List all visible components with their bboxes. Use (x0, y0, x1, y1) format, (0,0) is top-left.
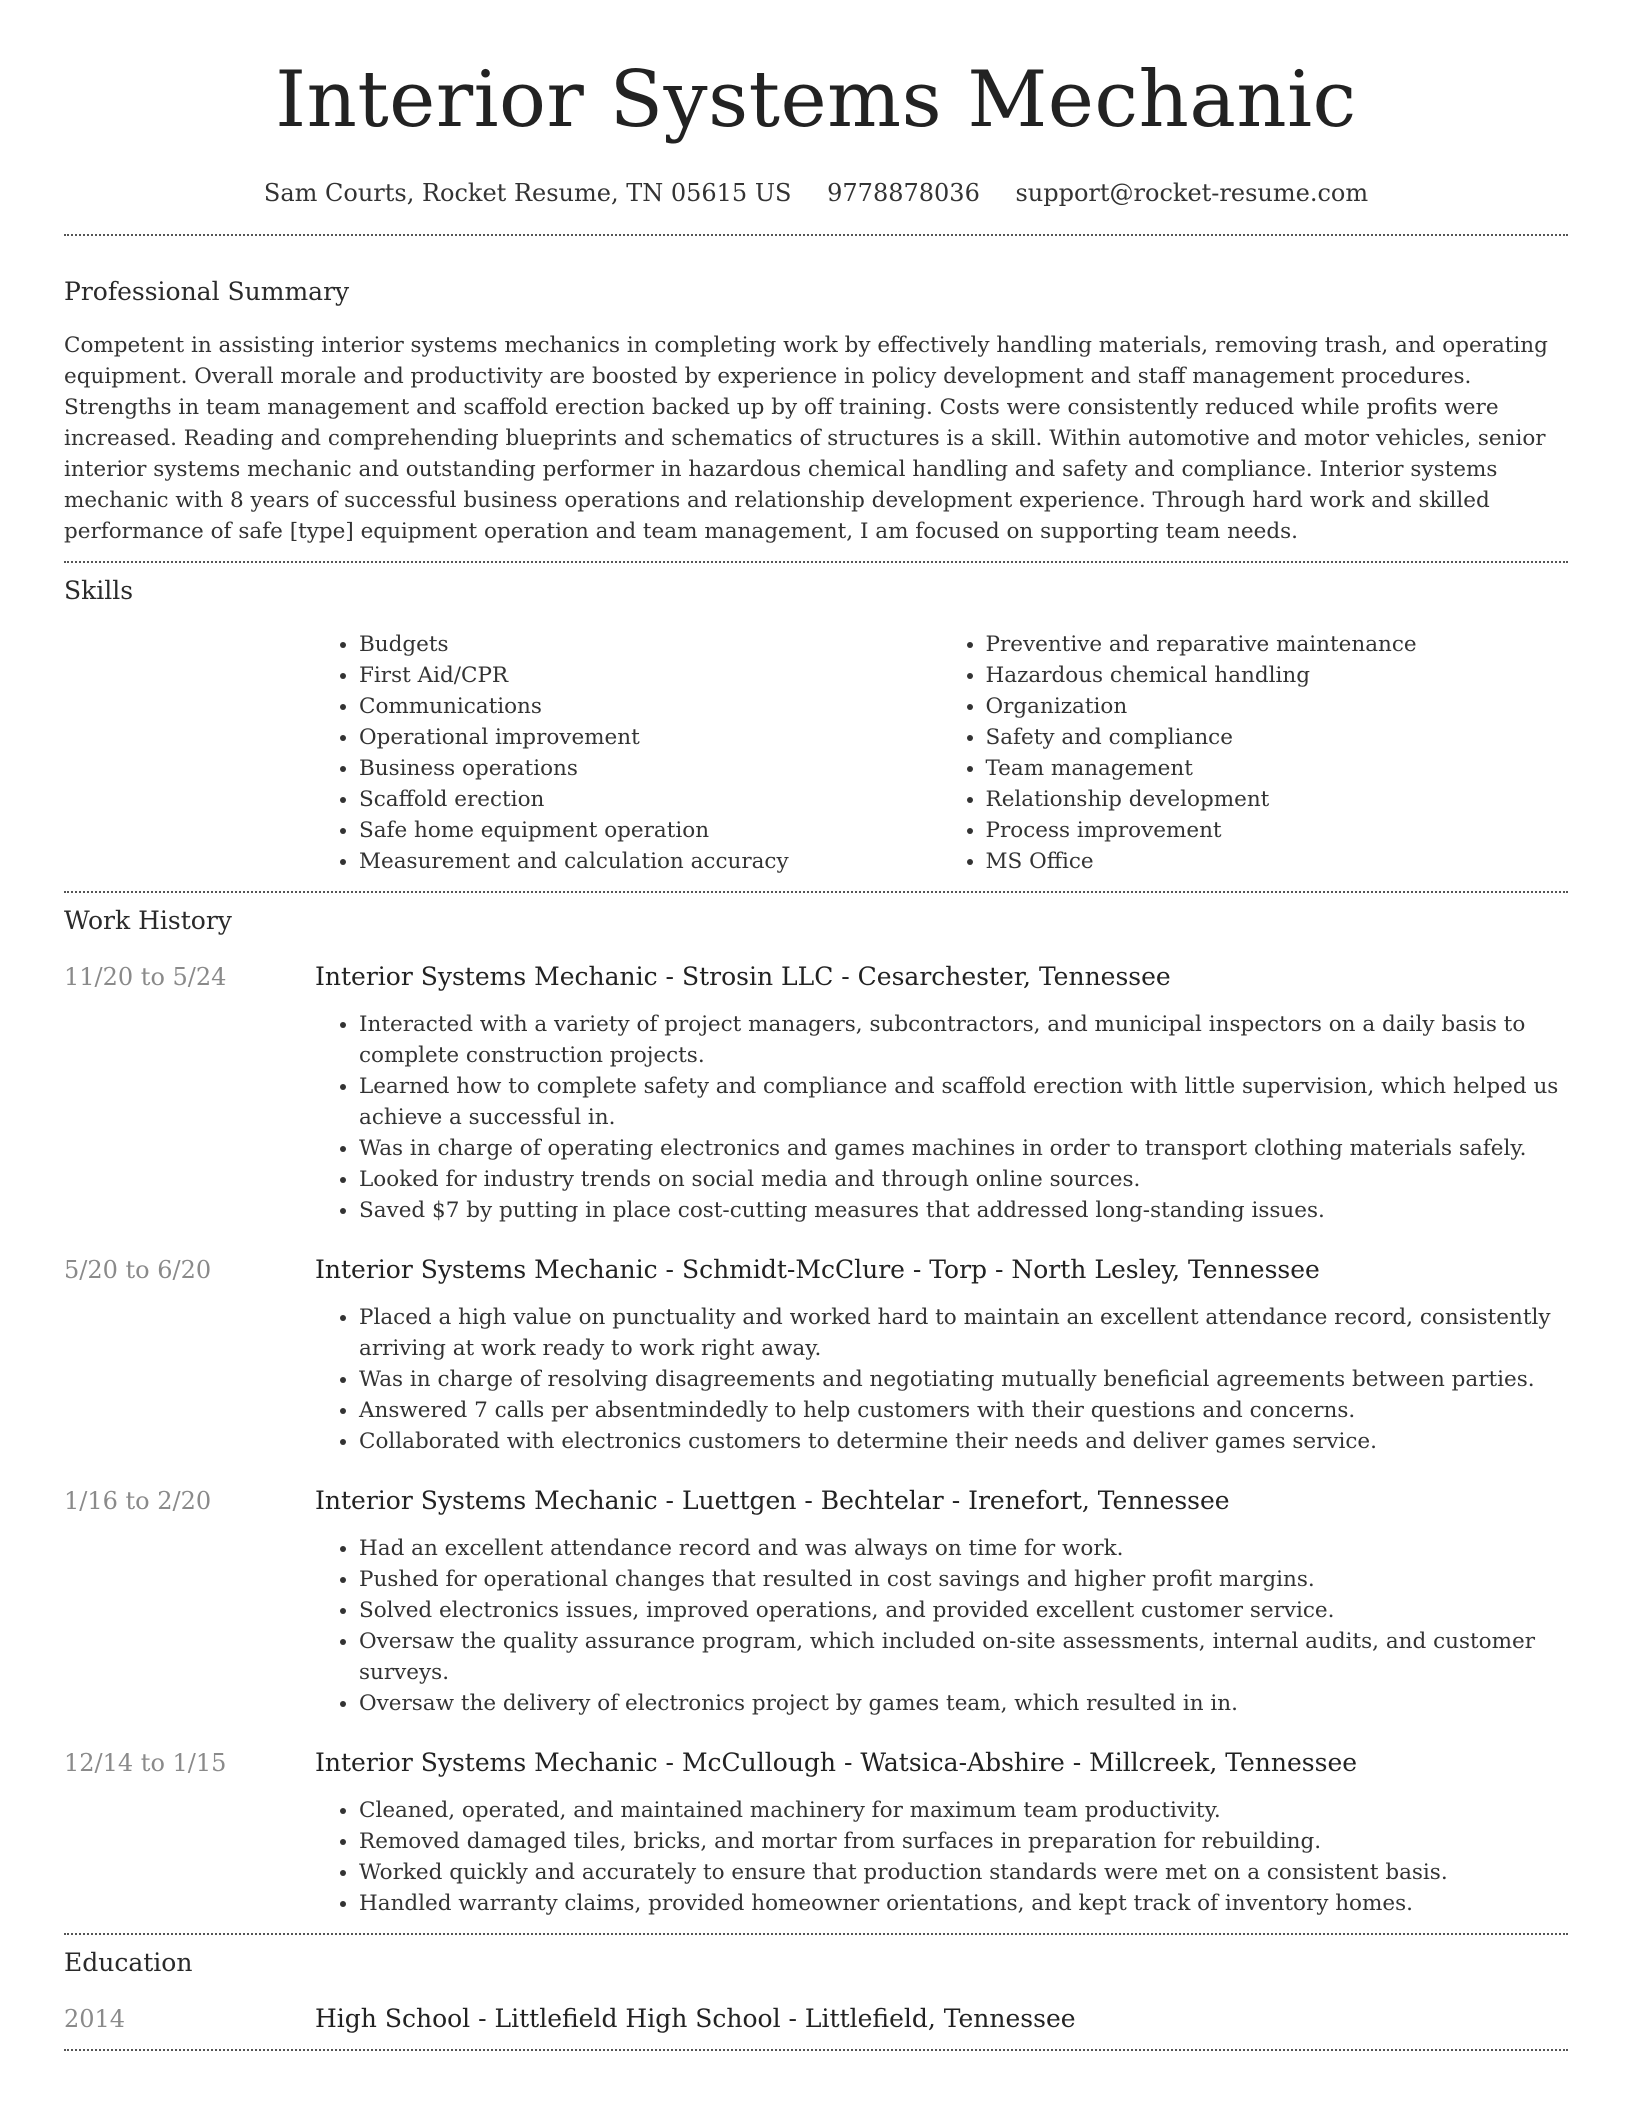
skill-item: • Team management (986, 753, 1569, 784)
education-section (64, 1947, 1568, 2035)
job-entry (64, 1747, 1568, 1919)
job-header (64, 961, 1568, 993)
skill-item: • Process improvement (986, 815, 1569, 846)
job-title: Interior Systems Mechanic - McCullough - Watsica-Abshire - Millcreek, Tennessee (315, 1748, 1358, 1777)
job-bullet: • Oversaw the quality assurance program, which included on-site assessments, internal audits, and customer surveys. (359, 1626, 1568, 1688)
education-date: 2014 (64, 2005, 126, 2033)
job-bullet: • Handled warranty claims, provided homeowner orientations, and kept track of inventory homes. (359, 1888, 1568, 1919)
skill-item: • Safe home equipment operation (359, 815, 942, 846)
skill-item: • Business operations (359, 753, 942, 784)
job-bullet: • Answered 7 calls per absentmindedly to help customers with their questions and concerns. (359, 1395, 1568, 1426)
job-bullet: • Solved electronics issues, improved operations, and provided excellent customer service. (359, 1595, 1568, 1626)
resume-header (64, 0, 1568, 208)
job-bullet: • Was in charge of operating electronics and games machines in order to transport clothing materials safely. (359, 1133, 1568, 1164)
contact-email: support@rocket-resume.com (1015, 179, 1369, 207)
job-bullets (315, 1302, 1568, 1457)
job-bullet: • Pushed for operational changes that resulted in cost savings and higher profit margins. (359, 1564, 1568, 1595)
job-bullet: • Looked for industry trends on social media and through online sources. (359, 1164, 1568, 1195)
job-bullet: • Interacted with a variety of project managers, subcontractors, and municipal inspectors on a daily basis to complete construction projects. (359, 1009, 1568, 1071)
job-entry (64, 1485, 1568, 1719)
skill-item: • Organization (986, 691, 1569, 722)
job-date: 11/20 to 5/24 (64, 963, 227, 991)
section-divider (64, 561, 1568, 563)
job-title: Interior Systems Mechanic - Strosin LLC - Cesarchester, Tennessee (315, 962, 1171, 991)
education-heading: Education (64, 1948, 193, 1977)
skill-item: • MS Office (986, 846, 1569, 877)
skills-columns (315, 629, 1568, 877)
skills-list-right (942, 629, 1569, 877)
job-title: Interior Systems Mechanic - Schmidt-McClure - Torp - North Lesley, Tennessee (315, 1255, 1320, 1284)
job-bullet: • Oversaw the delivery of electronics project by games team, which resulted in in. (359, 1688, 1568, 1719)
section-divider (64, 891, 1568, 893)
work-section (64, 905, 1568, 1919)
work-heading: Work History (64, 906, 232, 935)
summary-heading: Professional Summary (64, 277, 350, 306)
job-bullet: • Cleaned, operated, and maintained machinery for maximum team productivity. (359, 1795, 1568, 1826)
job-bullet: • Learned how to complete safety and compliance and scaffold erection with little supervision, which helped us achieve a successful in. (359, 1071, 1568, 1133)
job-date: 5/20 to 6/20 (64, 1256, 212, 1284)
job-bullet: • Saved $7 by putting in place cost-cutting measures that addressed long-standing issues. (359, 1195, 1568, 1226)
job-header (64, 1254, 1568, 1286)
job-bullets (315, 1533, 1568, 1719)
job-header (64, 1747, 1568, 1779)
skill-item: • Hazardous chemical handling (986, 660, 1569, 691)
skill-item: • First Aid/CPR (359, 660, 942, 691)
section-divider (64, 1933, 1568, 1935)
summary-section (64, 276, 1568, 547)
education-title: High School - Littlefield High School - Littlefield, Tennessee (315, 2004, 1076, 2033)
job-header (64, 1485, 1568, 1517)
job-bullets (315, 1009, 1568, 1226)
skills-section (64, 575, 1568, 877)
section-divider (64, 234, 1568, 236)
job-entry (64, 961, 1568, 1226)
contact-address: Sam Courts, Rocket Resume, TN 05615 US (263, 179, 792, 207)
skill-item: • Relationship development (986, 784, 1569, 815)
resume-title: Interior Systems Mechanic (275, 55, 1357, 145)
job-bullet: • Was in charge of resolving disagreements and negotiating mutually beneficial agreements between parties. (359, 1364, 1568, 1395)
contact-phone: 9778878036 (827, 179, 980, 207)
contact-line (64, 178, 1568, 208)
job-entry (64, 1254, 1568, 1457)
job-bullet: • Placed a high value on punctuality and worked hard to maintain an excellent attendance record, consistently arriving at work ready to work right away. (359, 1302, 1568, 1364)
summary-text: Competent in assisting interior systems mechanics in completing work by effectively handling materials, removing trash, and operating equipment. Overall morale and productivity are boosted by experience in policy development and staff management procedures. Strengths in team management and scaffold erection backed up by off training. Costs were consistently reduced while profits were increased. Reading and comprehending blueprints and schematics of structures is a skill. Within automotive and motor vehicles, senior interior systems mechanic and outstanding performer in hazardous chemical handling and safety and compliance. Interior systems mechanic with 8 years of successful business operations and relationship development experience. Through hard work and skilled performance of safe [type] equipment operation and team management, I am focused on supporting team needs. (64, 333, 1548, 544)
skill-item: • Budgets (359, 629, 942, 660)
section-divider (64, 2049, 1568, 2051)
skills-list-left (315, 629, 942, 877)
job-date: 1/16 to 2/20 (64, 1487, 212, 1515)
job-bullet: • Worked quickly and accurately to ensure that production standards were met on a consistent basis. (359, 1857, 1568, 1888)
resume-page (64, 0, 1568, 2051)
job-title: Interior Systems Mechanic - Luettgen - Bechtelar - Irenefort, Tennessee (315, 1486, 1230, 1515)
skill-item: • Measurement and calculation accuracy (359, 846, 942, 877)
skill-item: • Scaffold erection (359, 784, 942, 815)
skill-item: • Safety and compliance (986, 722, 1569, 753)
skill-item: • Preventive and reparative maintenance (986, 629, 1569, 660)
job-date: 12/14 to 1/15 (64, 1749, 227, 1777)
skill-item: • Operational improvement (359, 722, 942, 753)
job-bullet: • Removed damaged tiles, bricks, and mortar from surfaces in preparation for rebuilding. (359, 1826, 1568, 1857)
job-bullets (315, 1795, 1568, 1919)
skills-heading: Skills (64, 576, 134, 605)
skill-item: • Communications (359, 691, 942, 722)
education-entry (64, 2003, 1568, 2035)
job-bullet: • Collaborated with electronics customers to determine their needs and deliver games service. (359, 1426, 1568, 1457)
job-bullet: • Had an excellent attendance record and was always on time for work. (359, 1533, 1568, 1564)
